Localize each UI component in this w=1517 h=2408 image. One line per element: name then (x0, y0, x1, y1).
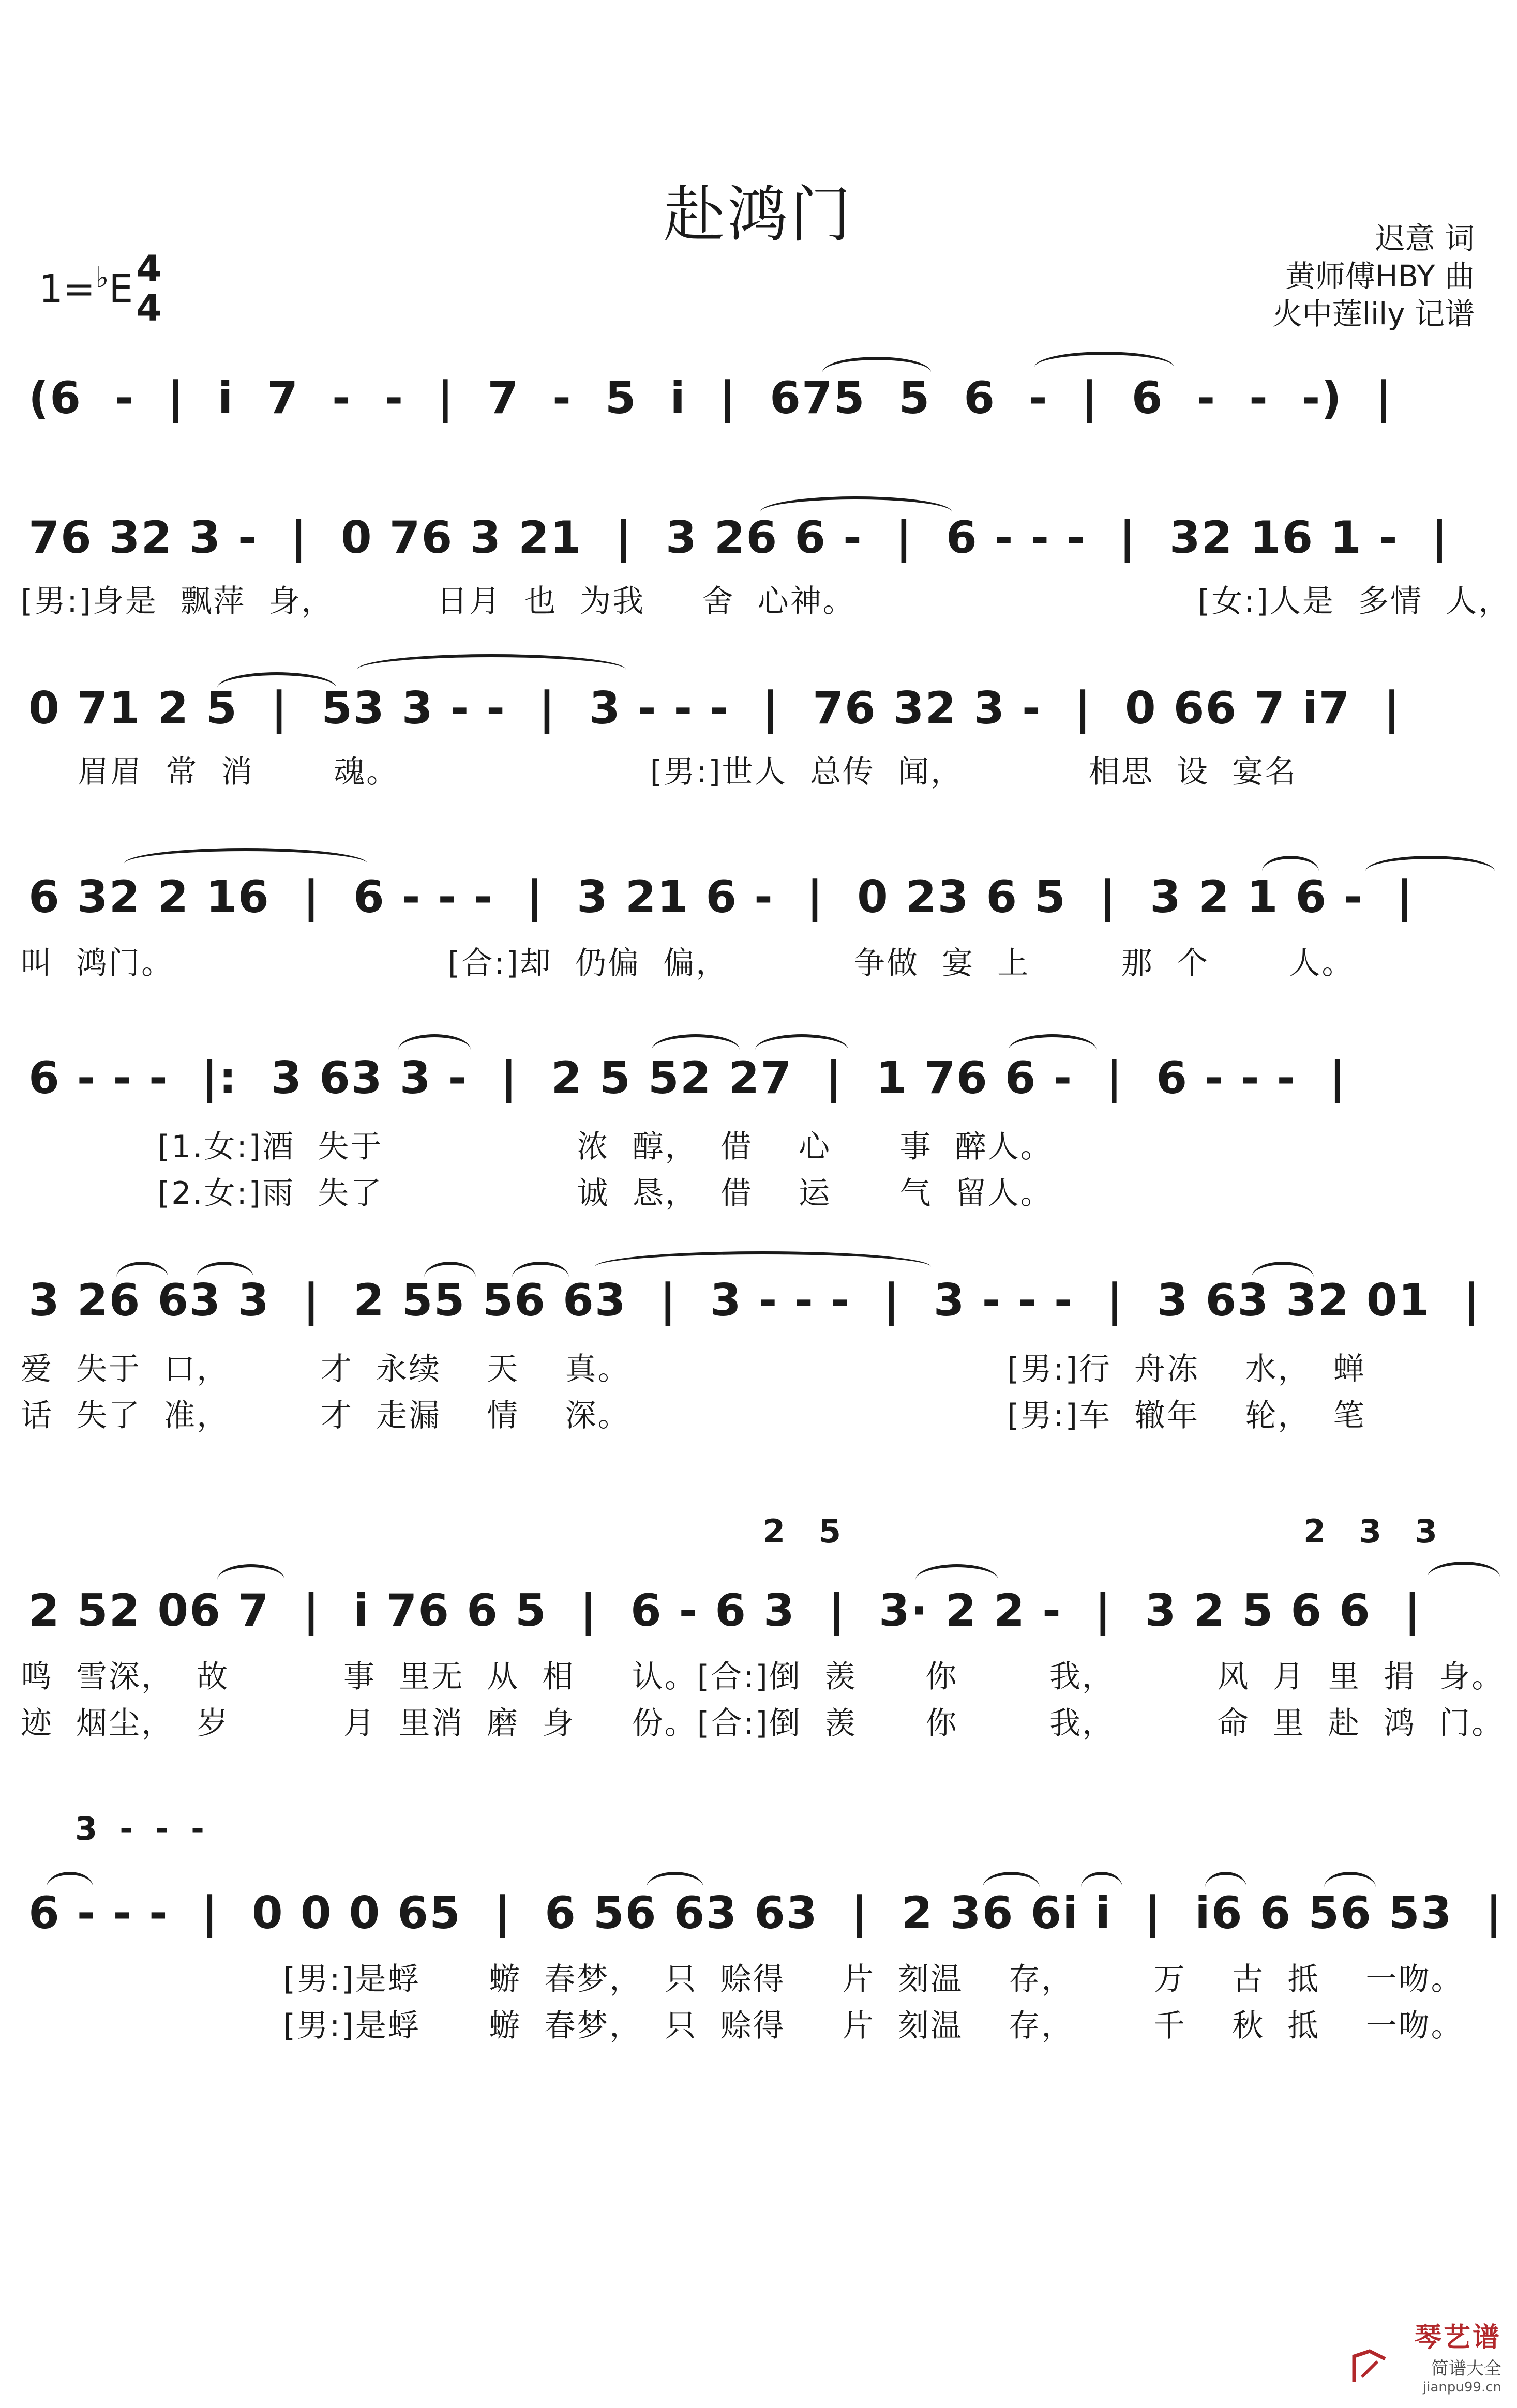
notation-line: 76 32 3 - | 0 76 3 21 | 3 26 6 - | 6 - - - | 32 16 1 - | (28, 512, 1449, 564)
lyricist-credit: 迟意 词 (1375, 221, 1475, 256)
notation-line: (6 - | i 7 - - | 7 - 5 i | 675 5 6 - | 6 - - -) | (28, 372, 1393, 424)
notation-line: 3 26 63 3 | 2 55 56 63 | 3 - - - | 3 - - - | 3 63 32 01 | (28, 1275, 1481, 1326)
watermark (1415, 2315, 1501, 2395)
lyric-line: [男:]是蜉 蝣 春梦， 只 赊得 片 刻温 存， 万 古 抵 一吻。 (21, 1961, 1464, 1997)
transcriber-credit: 火中莲lily 记谱 (1272, 296, 1475, 331)
grace-notes: 2 3 3 (1303, 1512, 1437, 1550)
lyric-line: [男:]是蜉 蝣 春梦， 只 赊得 片 刻温 存， 千 秋 抵 一吻。 (21, 2008, 1464, 2044)
slur (822, 357, 931, 372)
lyric-line: 鸣 雪深， 故 事 里无 从 相 认。[合:]倒 羡 你 我， 风 月 里 捐 身。 (21, 1659, 1505, 1695)
lyric-line: [2.女:]雨 失了 诚 恳， 借 运 气 留人。 (21, 1175, 1053, 1211)
notation-line: 6 - - - |: 3 63 3 - | 2 5 52 27 | 1 76 6 - | 6 - - - | (28, 1052, 1347, 1104)
lyric-line: 迹 烟尘， 岁 月 里消 磨 身 份。[合:]倒 羡 你 我， 命 里 赴 鸿 门。 (21, 1705, 1505, 1741)
slur (357, 654, 626, 670)
lyric-line: 爱 失于 口， 才 永续 天 真。 [男:]行 舟冻 水， 蝉 (21, 1351, 1366, 1387)
grace-notes: 2 5 (763, 1512, 842, 1550)
slur (1081, 1872, 1122, 1887)
song-title: 赴鸿门 (664, 179, 853, 250)
notation-line: 2 52 06 7 | i 76 6 5 | 6 - 6 3 | 3· 2 2 - | 3 2 5 6 6 | (28, 1585, 1422, 1637)
slur (1009, 1034, 1097, 1050)
slur (1262, 856, 1319, 871)
slur (217, 1564, 284, 1580)
notation-line: 6 - - - | 0 0 0 65 | 6 56 63 63 | 2 36 6i i | i6 6 56 53 | (28, 1887, 1503, 1939)
lyric-line: [男:]身是 飘萍 身， 日月 也 为我 舍 心神。 [女:]人是 多情 人， (21, 583, 1511, 619)
slur (398, 1034, 471, 1050)
slur (652, 1034, 740, 1050)
key-signature: 1=♭E (39, 261, 133, 311)
watermark-subtitle: 简谱大全 (1431, 2358, 1501, 2379)
credits (1272, 220, 1475, 333)
composer-credit: 黄师傅HBY 曲 (1285, 259, 1475, 294)
time-signature: 4 4 (136, 248, 162, 329)
watermark-url: jianpu99.cn (1423, 2380, 1501, 2395)
slur (47, 1872, 93, 1887)
slur (1205, 1872, 1246, 1887)
slur (1034, 352, 1174, 367)
notation-line: 6 32 2 16 | 6 - - - | 3 21 6 - | 0 23 6 5 | 3 2 1 6 - | (28, 871, 1414, 923)
slur (760, 496, 952, 512)
slur (1365, 856, 1495, 871)
piano-logo-icon (1349, 2346, 1390, 2387)
lyric-line: 叫 鸿门。 [合:]却 仍偏 偏， 争做 宴 上 那 个 人。 (21, 945, 1355, 981)
slur (1428, 1562, 1500, 1577)
slur (915, 1564, 998, 1580)
watermark-brand: 琴艺谱 (1414, 2322, 1501, 2353)
lyric-line: 眉眉 常 消 魂。 [男:]世人 总传 闻， 相思 设 宴名 (21, 754, 1298, 790)
notation-line: 0 71 2 5 | 53 3 - - | 3 - - - | 76 32 3 - | 0 66 7 i7 | (28, 683, 1401, 734)
slur (124, 848, 367, 864)
slur (755, 1034, 848, 1050)
grace-notes: 3 - - - (75, 1810, 204, 1847)
slur (595, 1251, 931, 1267)
lyric-line: 话 失了 准， 才 走漏 情 深。 [男:]车 辙年 轮， 笔 (21, 1398, 1366, 1434)
flat-symbol: ♭ (95, 261, 109, 295)
slur (1324, 1872, 1376, 1887)
lyric-line: [1.女:]酒 失于 浓 醇， 借 心 事 醉人。 (21, 1129, 1053, 1165)
slur (983, 1872, 1040, 1887)
slur (647, 1872, 703, 1887)
